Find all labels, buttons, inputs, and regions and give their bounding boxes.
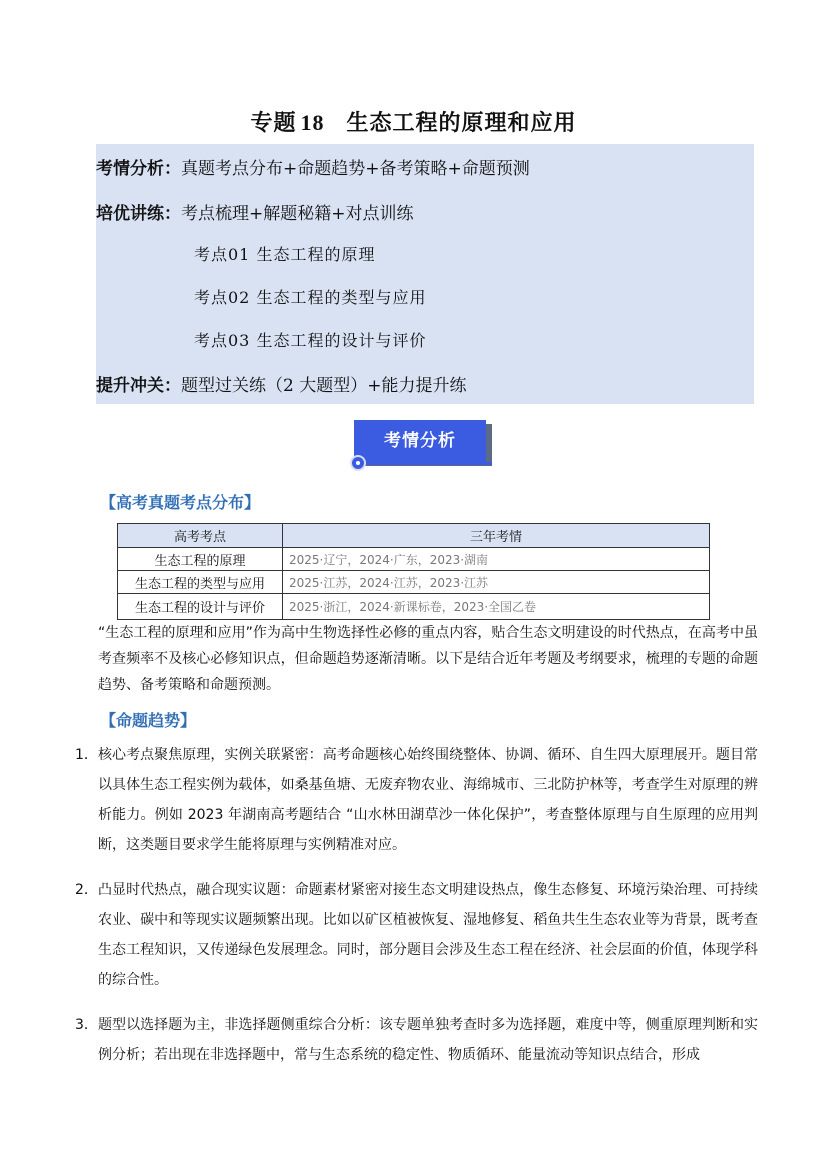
table-header-row	[118, 524, 710, 548]
section-badge-label: 考情分析	[354, 420, 486, 462]
trend-item-3	[75, 1010, 758, 1070]
table-cell-years: 2025·浙江，2024·新课标卷，2023·全国乙卷	[283, 594, 710, 620]
distribution-heading: 【高考真题考点分布】	[100, 493, 261, 512]
outline-point-1: 考点01 生态工程的原理	[194, 245, 376, 264]
trend-text: 核心考点聚焦原理，实例关联紧密：高考命题核心始终围绕整体、协调、循环、自生四大原理展开。题目常以具体生态工程实例为载体，如桑基鱼塘、无废弃物农业、海绵城市、三北防护林等，考查学生对原理的辨析能力。例如 2023 年湖南高考题结合 “山水林田湖草沙一体化保护”，考查整体原理与自生原理的应用判断，这类题目要求学生能将原理与实例精准对应。	[98, 747, 758, 853]
trend-number: 3．	[75, 1017, 98, 1033]
intro-paragraph: “生态工程的原理和应用”作为高中生物选择性必修的重点内容，贴合生态文明建设的时代热点，在高考中虽考查频率不及核心必修知识点，但命题趋势逐渐清晰。以下是结合近年考题及考纲要求，梳理的专题的命题趋势、备考策略和命题预测。	[98, 625, 758, 693]
outline-point-3: 考点03 生态工程的设计与评价	[194, 331, 427, 350]
trend-item-1	[75, 740, 758, 860]
table-cell-years: 2025·江苏，2024·江苏，2023·江苏	[283, 571, 710, 594]
table-cell-point: 生态工程的设计与评价	[118, 594, 283, 620]
trend-number: 2．	[75, 882, 98, 898]
outline-point-2: 考点02 生态工程的类型与应用	[194, 288, 427, 307]
table-row	[118, 571, 710, 594]
trend-text: 题型以选择题为主，非选择题侧重综合分析：该专题单独考查时多为选择题，难度中等，侧重原理判断和实例分析；若出现在非选择题中，常与生态系统的稳定性、物质循环、能量流动等知识点结合，形成	[98, 1017, 758, 1063]
page-title: 专题 18 生态工程的原理和应用	[250, 110, 577, 136]
outline-analysis: 考情分析：真题考点分布+命题趋势+备考策略+命题预测	[96, 159, 530, 179]
badge-dot-icon	[350, 455, 366, 471]
exam-distribution-table	[117, 523, 710, 620]
table-cell-point: 生态工程的原理	[118, 548, 283, 571]
trend-number: 1．	[75, 747, 98, 763]
table-row	[118, 594, 710, 620]
table-cell-point: 生态工程的类型与应用	[118, 571, 283, 594]
trend-heading: 【命题趋势】	[100, 711, 197, 730]
outline-training: 培优讲练：考点梳理+解题秘籍+对点训练	[96, 204, 414, 224]
topic-number: 18	[300, 110, 325, 135]
table-cell-years: 2025·辽宁，2024·广东，2023·湖南	[283, 548, 710, 571]
table-row	[118, 548, 710, 571]
outline-box	[96, 144, 754, 404]
section-badge	[350, 418, 495, 474]
outline-boost: 提升冲关：题型过关练（2 大题型）+能力提升练	[96, 376, 467, 396]
table-header-point: 高考考点	[118, 524, 283, 548]
trend-item-2	[75, 875, 758, 995]
trend-text: 凸显时代热点，融合现实议题：命题素材紧密对接生态文明建设热点，像生态修复、环境污染治理、可持续农业、碳中和等现实议题频繁出现。比如以矿区植被恢复、湿地修复、稻鱼共生生态农业等为背景，既考查生态工程知识，又传递绿色发展理念。同时，部分题目会涉及生态工程在经济、社会层面的价值，体现学科的综合性。	[98, 882, 758, 988]
table-header-years: 三年考情	[283, 524, 710, 548]
